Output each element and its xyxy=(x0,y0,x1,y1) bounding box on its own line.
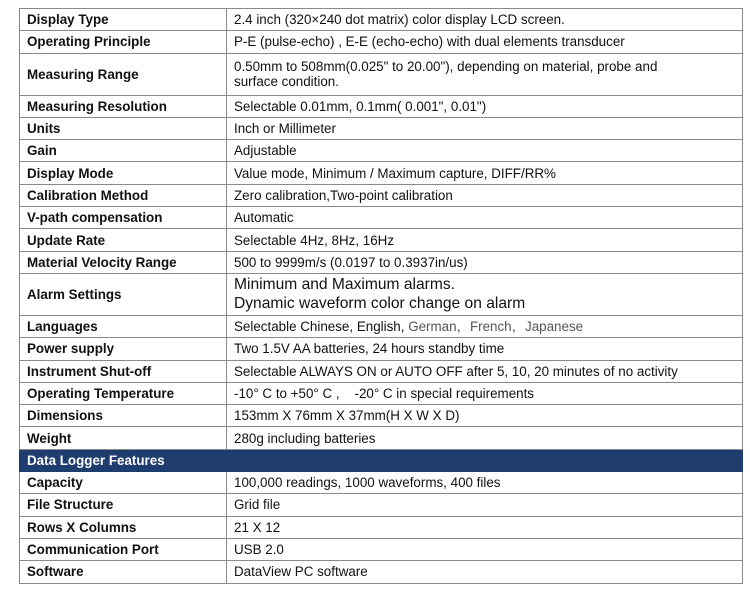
spec-label: Gain xyxy=(20,140,227,162)
spec-label: Weight xyxy=(20,427,227,449)
logger-row xyxy=(20,538,743,560)
spec-value-line: surface condition. xyxy=(234,74,339,90)
spec-value: Selectable 4Hz, 8Hz, 16Hz xyxy=(227,229,743,251)
spec-value-line: Dynamic waveform color change on alarm xyxy=(234,295,526,313)
spec-row xyxy=(20,338,743,360)
logger-row xyxy=(20,561,743,583)
spec-table xyxy=(19,8,743,584)
spec-row xyxy=(20,117,743,139)
spec-row xyxy=(20,95,743,117)
spec-row xyxy=(20,184,743,206)
spec-value: Inch or Millimeter xyxy=(227,117,743,139)
spec-value-line: 0.50mm to 508mm(0.025" to 20.00"), depending on material, probe and xyxy=(234,59,658,75)
logger-label: Communication Port xyxy=(20,538,227,560)
logger-label: Capacity xyxy=(20,472,227,494)
spec-label: Operating Temperature xyxy=(20,382,227,404)
spec-label: Display Mode xyxy=(20,162,227,184)
spec-value: 280g including batteries xyxy=(227,427,743,449)
spec-value-line: Minimum and Maximum alarms. xyxy=(234,276,455,294)
spec-value-part: Selectable Chinese, English, xyxy=(234,319,409,335)
spec-label: Dimensions xyxy=(20,405,227,427)
spec-value xyxy=(227,53,743,95)
spec-label: Alarm Settings xyxy=(20,273,227,315)
spec-value: Value mode, Minimum / Maximum capture, DIFF/RR% xyxy=(227,162,743,184)
logger-value: Grid file xyxy=(227,494,743,516)
logger-value: 21 X 12 xyxy=(227,516,743,538)
spec-value xyxy=(227,273,743,315)
spec-row xyxy=(20,273,743,315)
spec-value-part: German，French，Japanese xyxy=(408,319,584,335)
spec-label: Material Velocity Range xyxy=(20,251,227,273)
spec-row xyxy=(20,360,743,382)
spec-label: Update Rate xyxy=(20,229,227,251)
spec-label: Operating Principle xyxy=(20,31,227,53)
spec-value: Selectable 0.01mm, 0.1mm( 0.001", 0.01") xyxy=(227,95,743,117)
spec-row xyxy=(20,315,743,337)
spec-row xyxy=(20,427,743,449)
spec-row xyxy=(20,229,743,251)
spec-label: Power supply xyxy=(20,338,227,360)
spec-value: -10° C to +50° C , -20° C in special requirements xyxy=(227,382,743,404)
spec-value: Two 1.5V AA batteries, 24 hours standby time xyxy=(227,338,743,360)
spec-value: 2.4 inch (320×240 dot matrix) color display LCD screen. xyxy=(227,9,743,31)
logger-row xyxy=(20,494,743,516)
spec-row xyxy=(20,31,743,53)
spec-value: Adjustable xyxy=(227,140,743,162)
spec-label: Measuring Resolution xyxy=(20,95,227,117)
spec-label: V-path compensation xyxy=(20,207,227,229)
spec-value: 500 to 9999m/s (0.0197 to 0.3937in/us) xyxy=(227,251,743,273)
spec-row xyxy=(20,140,743,162)
spec-value: P-E (pulse-echo) , E-E (echo-echo) with dual elements transducer xyxy=(227,31,743,53)
spec-label: Display Type xyxy=(20,9,227,31)
spec-row xyxy=(20,382,743,404)
spec-label: Calibration Method xyxy=(20,184,227,206)
section-header-row xyxy=(20,449,743,471)
logger-value: DataView PC software xyxy=(227,561,743,583)
spec-label: Languages xyxy=(20,315,227,337)
spec-row xyxy=(20,251,743,273)
spec-value xyxy=(227,315,743,337)
spec-value: 153mm X 76mm X 37mm(H X W X D) xyxy=(227,405,743,427)
logger-value: 100,000 readings, 1000 waveforms, 400 files xyxy=(227,472,743,494)
logger-label: File Structure xyxy=(20,494,227,516)
logger-value: USB 2.0 xyxy=(227,538,743,560)
spec-label: Instrument Shut-off xyxy=(20,360,227,382)
spec-row xyxy=(20,9,743,31)
logger-label: Rows X Columns xyxy=(20,516,227,538)
spec-label: Measuring Range xyxy=(20,53,227,95)
spec-label: Units xyxy=(20,117,227,139)
logger-row xyxy=(20,472,743,494)
logger-label: Software xyxy=(20,561,227,583)
spec-value: Zero calibration,Two-point calibration xyxy=(227,184,743,206)
section-header: Data Logger Features xyxy=(20,449,743,471)
spec-row xyxy=(20,162,743,184)
spec-row xyxy=(20,53,743,95)
spec-value: Automatic xyxy=(227,207,743,229)
spec-row xyxy=(20,207,743,229)
spec-row xyxy=(20,405,743,427)
logger-row xyxy=(20,516,743,538)
spec-value: Selectable ALWAYS ON or AUTO OFF after 5, 10, 20 minutes of no activity xyxy=(227,360,743,382)
